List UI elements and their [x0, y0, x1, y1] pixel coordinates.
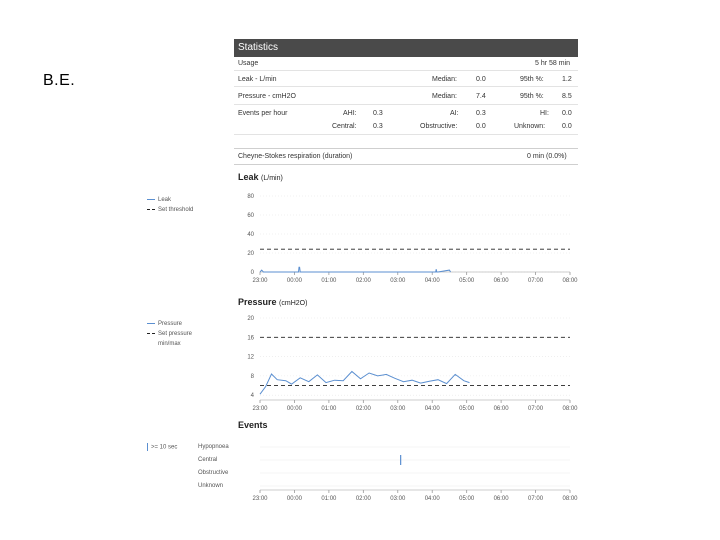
pressure-y-tick: 4: [250, 393, 254, 400]
events-x-tick: 01:00: [321, 496, 337, 502]
events-x-tick: 03:00: [390, 496, 406, 502]
leak-x-tick: 04:00: [424, 278, 440, 284]
leak-x-tick: 03:00: [390, 278, 406, 284]
pressure-x-tick: 08:00: [562, 406, 578, 412]
events-row-hypopnoea: Hypopnoea: [198, 444, 229, 450]
unknown-value: 0.0: [562, 123, 572, 130]
events-per-hour-label: Events per hour: [238, 110, 288, 117]
pressure-legend-series: Pressure: [147, 321, 182, 327]
pressure-chart: [240, 312, 580, 412]
pressure-series-line: [260, 372, 470, 395]
pressure-median-value: 7.4: [476, 93, 486, 100]
leak-p95-label: 95th %:: [520, 76, 544, 83]
leak-median-value: 0.0: [476, 76, 486, 83]
ai-label: AI:: [450, 110, 459, 117]
events-x-tick: 05:00: [459, 496, 475, 502]
pressure-x-tick: 02:00: [355, 406, 371, 412]
events-legend: >= 10 sec: [147, 443, 177, 451]
central-value: 0.3: [373, 123, 383, 130]
leak-x-tick: 01:00: [321, 278, 337, 284]
events-x-tick: 02:00: [355, 496, 371, 502]
leak-chart-title: Leak (L/min): [238, 172, 283, 182]
leak-x-tick: 08:00: [562, 278, 578, 284]
pressure-x-tick: 23:00: [252, 406, 268, 412]
pressure-median-label: Median:: [432, 93, 457, 100]
pressure-y-tick: 20: [247, 316, 254, 322]
usage-label: Usage: [238, 60, 259, 67]
ai-value: 0.3: [476, 110, 486, 117]
pressure-x-tick: 04:00: [424, 406, 440, 412]
obstructive-label: Obstructive:: [420, 123, 458, 130]
leak-x-tick: 00:00: [286, 278, 302, 284]
hi-value: 0.0: [562, 110, 572, 117]
events-x-tick: 07:00: [528, 496, 544, 502]
events-x-tick: 23:00: [252, 496, 268, 502]
pressure-legend-minmax: min/max: [158, 341, 181, 347]
events-chart-title: Events: [238, 420, 268, 430]
pressure-chart-title: Pressure (cmH2O): [238, 297, 308, 307]
pressure-x-tick: 06:00: [493, 406, 509, 412]
pressure-x-tick: 03:00: [390, 406, 406, 412]
ahi-label: AHI:: [343, 110, 357, 117]
pressure-chart-units: (cmH2O): [279, 300, 308, 307]
events-x-tick: 08:00: [562, 496, 578, 502]
leak-x-tick: 05:00: [459, 278, 475, 284]
pressure-p95-label: 95th %:: [520, 93, 544, 100]
leak-y-tick: 0: [250, 270, 254, 276]
leak-label: Leak - L/min: [238, 76, 277, 83]
unknown-label: Unknown:: [514, 123, 546, 130]
leak-x-tick: 02:00: [355, 278, 371, 284]
csr-value: 0 min (0.0%): [527, 153, 567, 160]
leak-x-tick: 06:00: [493, 278, 509, 284]
obstructive-value: 0.0: [476, 123, 486, 130]
events-x-tick: 00:00: [286, 496, 302, 502]
pressure-y-tick: 12: [247, 354, 254, 361]
events-row-unknown: Unknown: [198, 483, 224, 489]
ahi-value: 0.3: [373, 110, 383, 117]
usage-value: 5 hr 58 min: [535, 60, 571, 67]
events-row-central: Central: [198, 457, 218, 463]
leak-median-label: Median:: [432, 76, 457, 83]
slide-title: B.E.: [43, 72, 76, 89]
events-x-tick: 06:00: [493, 496, 509, 502]
pressure-x-tick: 05:00: [459, 406, 475, 412]
pressure-label: Pressure - cmH2O: [238, 93, 296, 100]
leak-chart-units: (L/min): [261, 175, 283, 182]
pressure-legend-set: Set pressure: [147, 331, 192, 337]
leak-legend-series: Leak: [147, 197, 171, 203]
pressure-y-tick: 8: [250, 373, 254, 380]
leak-y-tick: 60: [247, 213, 254, 219]
leak-p95-value: 1.2: [562, 76, 572, 83]
pressure-p95-value: 8.5: [562, 93, 572, 100]
leak-chart: [240, 188, 580, 288]
leak-x-tick: 07:00: [528, 278, 544, 284]
pressure-x-tick: 00:00: [286, 406, 302, 412]
leak-y-tick: 20: [247, 251, 254, 257]
csr-label: Cheyne-Stokes respiration (duration): [238, 153, 353, 160]
central-label: Central:: [332, 123, 357, 130]
events-x-tick: 04:00: [424, 496, 440, 502]
hi-label: HI:: [540, 110, 549, 117]
leak-y-tick: 80: [247, 194, 254, 200]
leak-legend-threshold: Set threshold: [147, 207, 193, 213]
pressure-x-tick: 01:00: [321, 406, 337, 412]
statistics-header: Statistics: [234, 39, 578, 57]
pressure-y-tick: 16: [247, 335, 254, 342]
pressure-x-tick: 07:00: [528, 406, 544, 412]
leak-series-line: [260, 267, 451, 272]
events-row-obstructive: Obstructive: [198, 470, 229, 476]
leak-y-tick: 40: [247, 232, 254, 238]
leak-x-tick: 23:00: [252, 278, 268, 284]
events-chart: [240, 438, 580, 508]
